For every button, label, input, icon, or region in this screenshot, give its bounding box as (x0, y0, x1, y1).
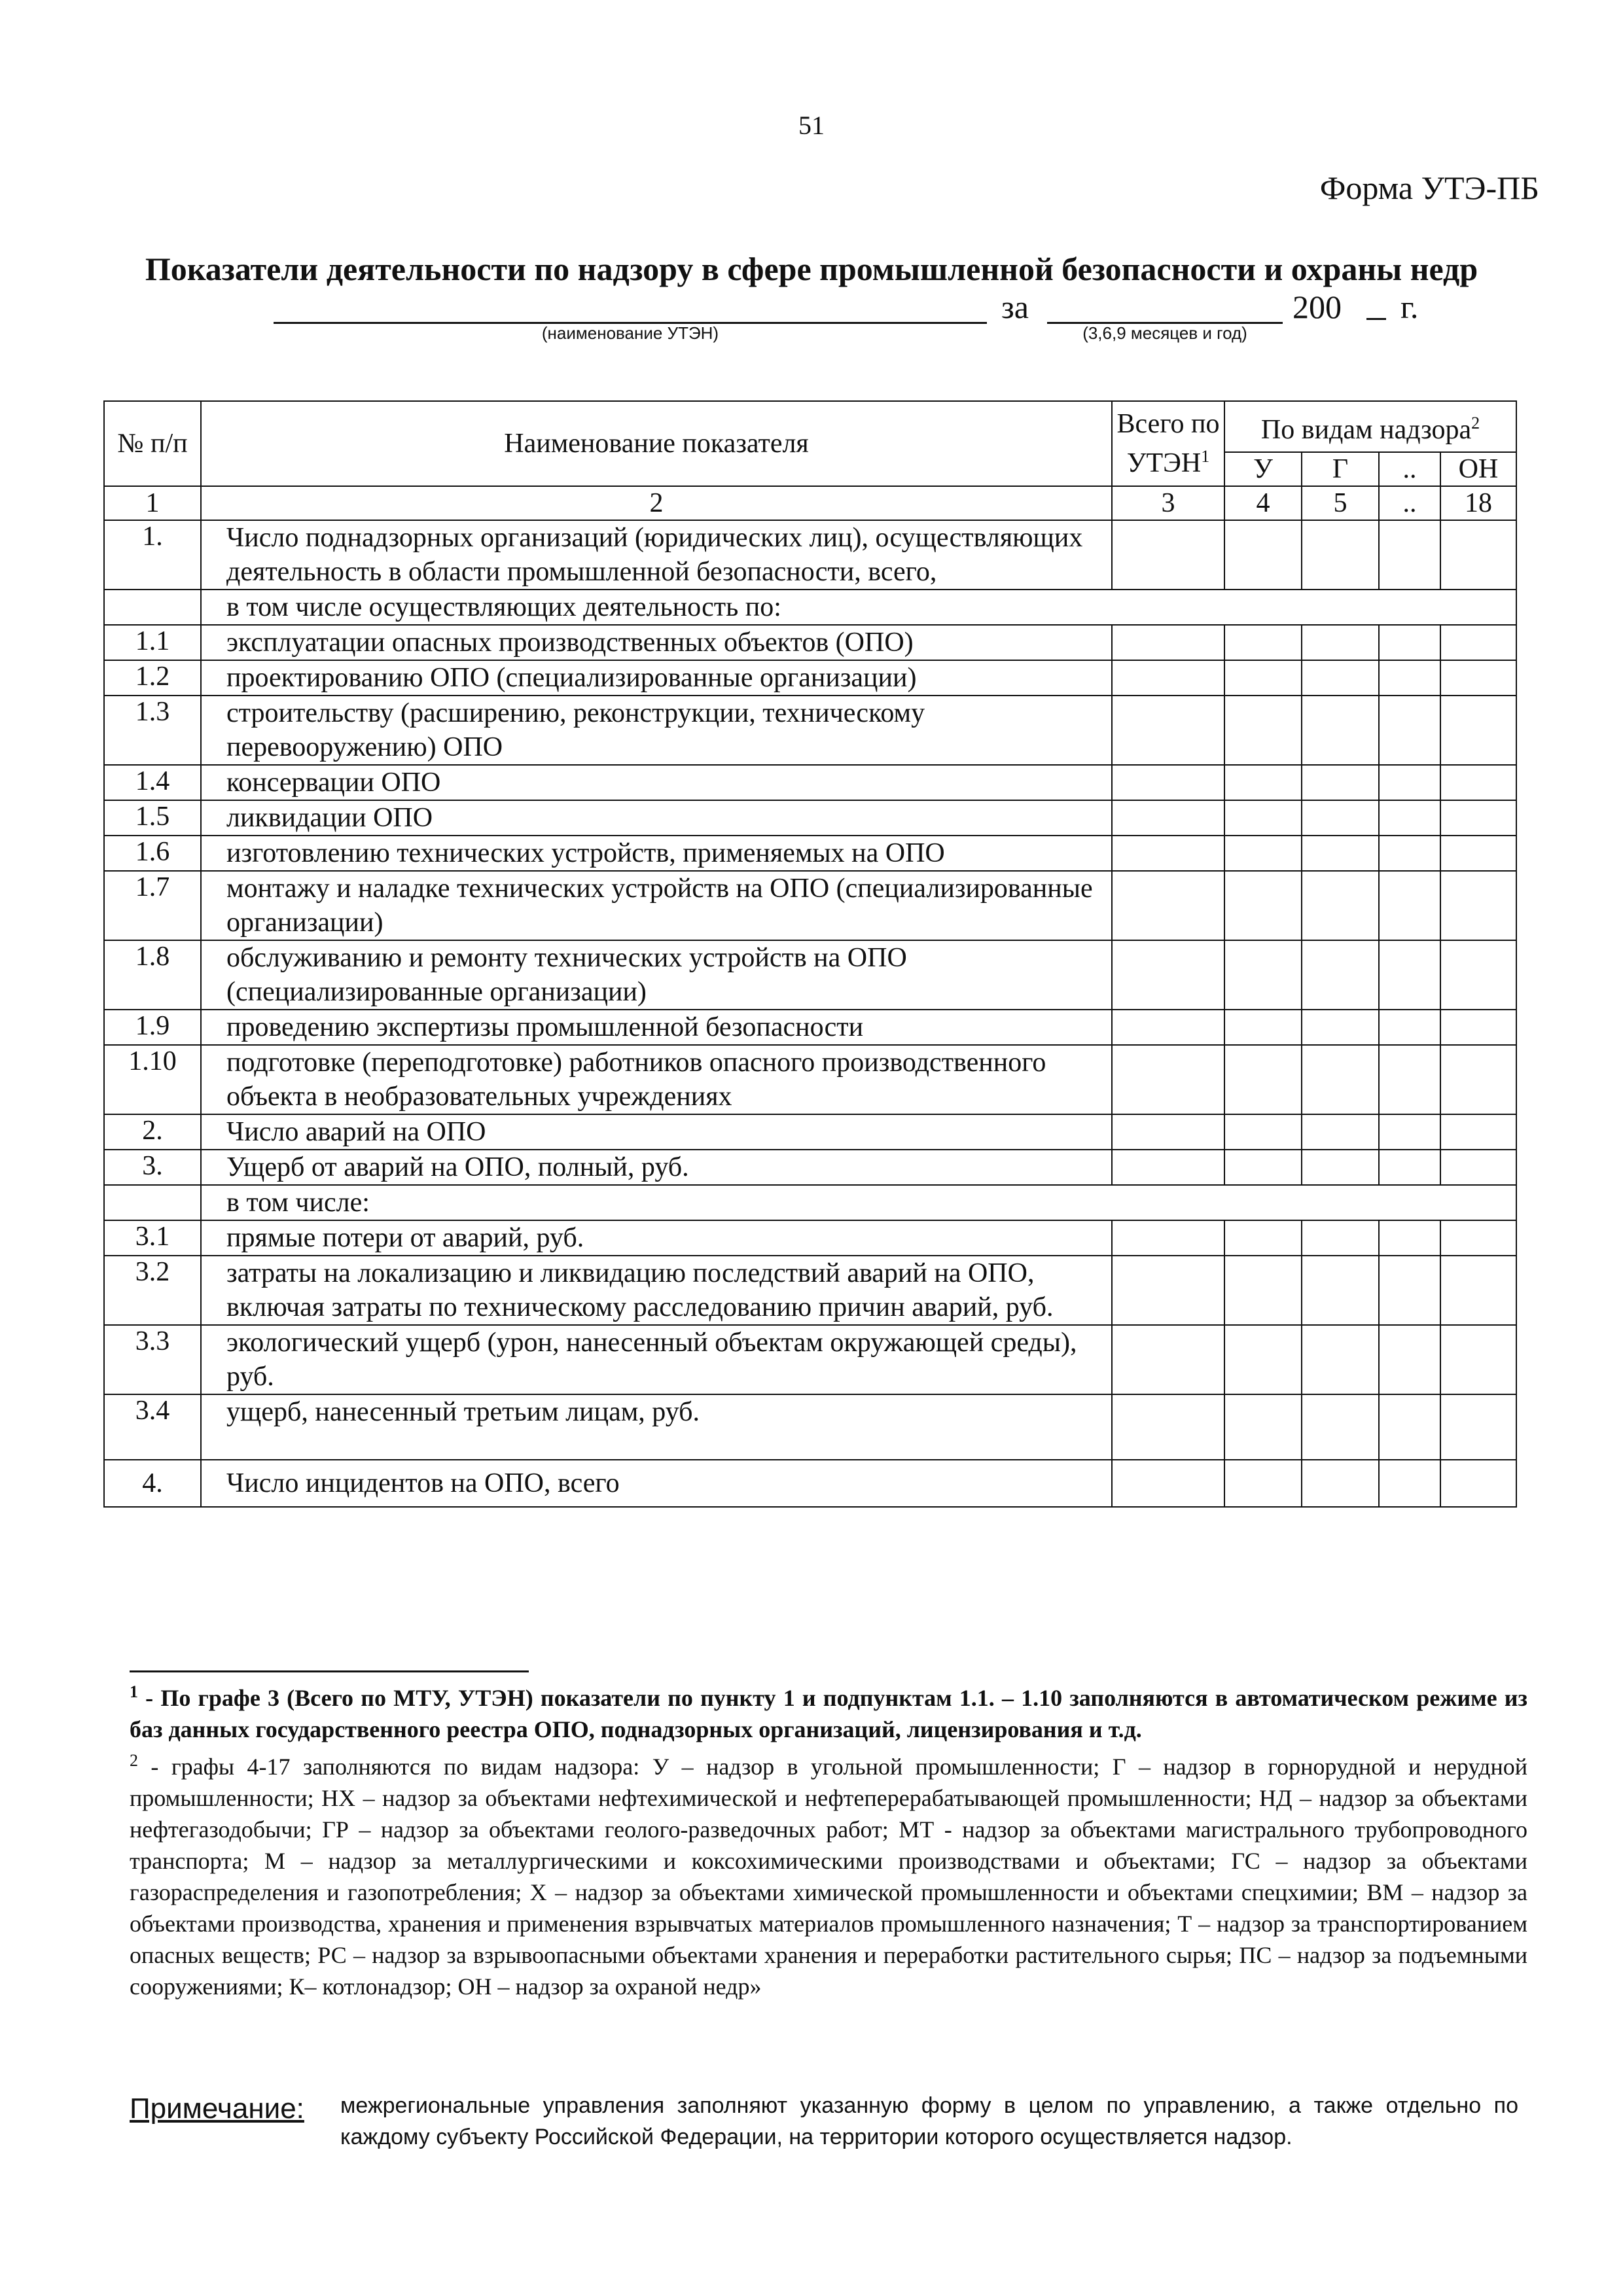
row-name: подготовке (переподготовке) работников опасного производственного объекта в необразовательных учреждениях (201, 1045, 1112, 1114)
value-cell[interactable] (1379, 1394, 1440, 1460)
value-cell[interactable] (1112, 871, 1224, 940)
value-cell[interactable] (1112, 836, 1224, 871)
table-row (104, 1220, 1516, 1256)
value-cell[interactable] (1379, 520, 1440, 590)
year-blank[interactable] (1366, 318, 1386, 320)
value-cell[interactable] (1224, 1045, 1302, 1114)
table-body (104, 520, 1516, 1507)
value-cell[interactable] (1112, 696, 1224, 765)
column-numbers-row (104, 486, 1516, 520)
value-cell[interactable] (1379, 1114, 1440, 1150)
header-total-sup: 1 (1201, 447, 1210, 466)
value-cell[interactable] (1112, 1325, 1224, 1394)
period-hint: (3,6,9 месяцев и год) (1082, 323, 1247, 343)
value-cell[interactable] (1440, 1325, 1516, 1394)
header-by-type (1224, 401, 1516, 452)
row-name: ущерб, нанесенный третьим лицам, руб. (201, 1394, 1112, 1460)
value-cell[interactable] (1224, 1010, 1302, 1045)
value-cell[interactable] (1302, 1460, 1379, 1507)
value-cell[interactable] (1379, 1325, 1440, 1394)
value-cell[interactable] (1302, 765, 1379, 800)
value-cell[interactable] (1379, 836, 1440, 871)
value-cell[interactable] (1440, 625, 1516, 660)
value-cell[interactable] (1379, 940, 1440, 1010)
value-cell[interactable] (1224, 696, 1302, 765)
table-row (104, 1460, 1516, 1507)
footnotes (130, 1676, 1527, 2002)
value-cell[interactable] (1302, 520, 1379, 590)
value-cell[interactable] (1224, 765, 1302, 800)
row-number: 3.1 (104, 1220, 201, 1256)
value-cell[interactable] (1224, 660, 1302, 696)
value-cell[interactable] (1440, 660, 1516, 696)
value-cell[interactable] (1112, 1045, 1224, 1114)
row-name: Число аварий на ОПО (201, 1114, 1112, 1150)
value-cell[interactable] (1440, 800, 1516, 836)
row-name: изготовлению технических устройств, применяемых на ОПО (201, 836, 1112, 871)
note-label: Примечание: (130, 2093, 304, 2125)
header-sub-on: ОН (1440, 452, 1516, 486)
row-name: экологический ущерб (урон, нанесенный объектам окружающей среды), руб. (201, 1325, 1112, 1394)
value-cell[interactable] (1379, 765, 1440, 800)
table-row (104, 836, 1516, 871)
value-cell[interactable] (1112, 1460, 1224, 1507)
column-number: 3 (1112, 486, 1224, 520)
value-cell[interactable] (1224, 1150, 1302, 1185)
row-name: проведению экспертизы промышленной безопасности (201, 1010, 1112, 1045)
value-cell[interactable] (1440, 1220, 1516, 1256)
table-row (104, 800, 1516, 836)
table-row (104, 1325, 1516, 1394)
column-number: 2 (201, 486, 1112, 520)
row-name: в том числе осуществляющих деятельность по: (201, 590, 1516, 625)
value-cell[interactable] (1224, 800, 1302, 836)
value-cell[interactable] (1302, 800, 1379, 836)
value-cell[interactable] (1440, 940, 1516, 1010)
year-suffix: г. (1400, 289, 1419, 325)
row-number: 1.3 (104, 696, 201, 765)
row-number: 2. (104, 1114, 201, 1150)
value-cell[interactable] (1224, 836, 1302, 871)
value-cell[interactable] (1112, 1114, 1224, 1150)
header-num: № п/п (104, 401, 201, 486)
value-cell[interactable] (1224, 940, 1302, 1010)
value-cell[interactable] (1440, 520, 1516, 590)
header-sub-u: У (1224, 452, 1302, 486)
header-sub-g: Г (1302, 452, 1379, 486)
utn-name-hint: (наименование УТЭН) (541, 323, 719, 343)
table-row (104, 660, 1516, 696)
value-cell[interactable] (1379, 1010, 1440, 1045)
za-label: за (1001, 289, 1029, 325)
value-cell[interactable] (1112, 1220, 1224, 1256)
value-cell[interactable] (1112, 1394, 1224, 1460)
value-cell[interactable] (1379, 660, 1440, 696)
value-cell[interactable] (1112, 625, 1224, 660)
table-row (104, 765, 1516, 800)
header-total-line1: Всего по (1116, 409, 1220, 439)
footnote-1-mark: 1 (130, 1682, 138, 1701)
value-cell[interactable] (1302, 1220, 1379, 1256)
row-number (104, 590, 201, 625)
document-title: Показатели деятельности по надзору в сфере промышленной безопасности и охраны недр (145, 251, 1478, 287)
row-number: 4. (104, 1460, 201, 1507)
row-name: Число поднадзорных организаций (юридических лиц), осуществляющих деятельность в области промышленной безопасности, всего, (201, 520, 1112, 590)
row-name: эксплуатации опасных производственных объектов (ОПО) (201, 625, 1112, 660)
value-cell[interactable] (1379, 1045, 1440, 1114)
value-cell[interactable] (1112, 520, 1224, 590)
value-cell[interactable] (1224, 520, 1302, 590)
row-name: затраты на локализацию и ликвидацию последствий аварий на ОПО, включая затраты по техническому расследованию причин аварий, руб. (201, 1256, 1112, 1325)
row-number: 1.6 (104, 836, 201, 871)
value-cell[interactable] (1302, 940, 1379, 1010)
note-text: межрегиональные управления заполняют указанную форму в целом по управлению, а также отдельно по каждому субъекту Российской Федерации, на территории которого осуществляется надзор. (340, 2093, 1518, 2149)
value-cell[interactable] (1440, 1394, 1516, 1460)
row-number: 1.7 (104, 871, 201, 940)
value-cell[interactable] (1302, 660, 1379, 696)
value-cell[interactable] (1440, 1460, 1516, 1507)
value-cell[interactable] (1224, 1325, 1302, 1394)
value-cell[interactable] (1302, 1256, 1379, 1325)
value-cell[interactable] (1112, 800, 1224, 836)
row-number: 1.4 (104, 765, 201, 800)
row-name: обслуживанию и ремонту технических устройств на ОПО (специализированные организации) (201, 940, 1112, 1010)
indicators-table (103, 400, 1517, 1508)
footnote-divider (130, 1670, 529, 1672)
table-row (104, 1256, 1516, 1325)
value-cell[interactable] (1379, 1150, 1440, 1185)
footnote-2-text: - графы 4-17 заполняются по видам надзора: У – надзор в угольной промышленности; Г – надзор в горнорудной и нерудной промышленности; НХ – надзор за объектами нефтехимической и нефтеперерабатывающей промышленности; НД – надзор за объектами нефтегазодобычи; ГР – надзор за объектами геолого-разведочных работ; МТ - надзор за объектами магистрального трубопроводного транспорта; М – надзор за металлургическими и коксохимическими производствами и объектами; ГС – надзор за объектами газораспределения и газопотребления; Х – надзор за объектами химической промышленности и объектами спецхимии; ВМ – надзор за объектами производства, хранения и применения взрывчатых материалов промышленного назначения; Т – надзор за транспортированием опасных веществ; РС – надзор за взрывоопасными объектами хранения и переработки растительного сырья; ПС – надзор за подъемными сооружениями; К– котлонадзор; ОН – надзор за охраной недр» (130, 1754, 1527, 2000)
table-row (104, 520, 1516, 590)
year-prefix: 200 (1293, 289, 1342, 325)
row-name: ликвидации ОПО (201, 800, 1112, 836)
value-cell[interactable] (1112, 660, 1224, 696)
table-row (104, 1045, 1516, 1114)
value-cell[interactable] (1440, 1114, 1516, 1150)
value-cell[interactable] (1379, 1256, 1440, 1325)
table-row (104, 625, 1516, 660)
value-cell[interactable] (1224, 1114, 1302, 1150)
value-cell[interactable] (1224, 1394, 1302, 1460)
value-cell[interactable] (1302, 1150, 1379, 1185)
header-by-type-sup: 2 (1471, 414, 1480, 433)
row-number: 1.10 (104, 1045, 201, 1114)
footnote-2 (130, 1745, 1527, 2002)
table-row (104, 1185, 1516, 1220)
header-by-type-label: По видам надзора (1260, 415, 1472, 445)
value-cell[interactable] (1379, 625, 1440, 660)
footnote-1 (130, 1676, 1527, 1745)
value-cell[interactable] (1302, 1325, 1379, 1394)
row-number: 1.8 (104, 940, 201, 1010)
value-cell[interactable] (1302, 625, 1379, 660)
value-cell[interactable] (1379, 696, 1440, 765)
row-name: монтажу и наладке технических устройств на ОПО (специализированные организации) (201, 871, 1112, 940)
value-cell[interactable] (1440, 871, 1516, 940)
header-sub-ellipsis: .. (1379, 452, 1440, 486)
row-number: 1.2 (104, 660, 201, 696)
row-number: 1. (104, 520, 201, 590)
column-number: .. (1379, 486, 1440, 520)
column-number: 5 (1302, 486, 1379, 520)
row-name: проектированию ОПО (специализированные организации) (201, 660, 1112, 696)
table-row (104, 871, 1516, 940)
value-cell[interactable] (1112, 1150, 1224, 1185)
value-cell[interactable] (1224, 1256, 1302, 1325)
column-number: 4 (1224, 486, 1302, 520)
value-cell[interactable] (1224, 1220, 1302, 1256)
value-cell[interactable] (1379, 1460, 1440, 1507)
table-row (104, 1010, 1516, 1045)
row-name: прямые потери от аварий, руб. (201, 1220, 1112, 1256)
table-row (104, 1114, 1516, 1150)
form-code: Форма УТЭ-ПБ (1319, 169, 1539, 206)
value-cell[interactable] (1302, 1114, 1379, 1150)
value-cell[interactable] (1302, 1010, 1379, 1045)
value-cell[interactable] (1379, 871, 1440, 940)
row-number: 1.9 (104, 1010, 201, 1045)
value-cell[interactable] (1302, 1394, 1379, 1460)
table-row (104, 1394, 1516, 1460)
value-cell[interactable] (1112, 1256, 1224, 1325)
value-cell[interactable] (1302, 696, 1379, 765)
value-cell[interactable] (1224, 1460, 1302, 1507)
value-cell[interactable] (1440, 1010, 1516, 1045)
value-cell[interactable] (1440, 765, 1516, 800)
value-cell[interactable] (1440, 1150, 1516, 1185)
value-cell[interactable] (1379, 1220, 1440, 1256)
value-cell[interactable] (1112, 1010, 1224, 1045)
value-cell[interactable] (1379, 800, 1440, 836)
row-name: строительству (расширению, реконструкции, техническому перевооружению) ОПО (201, 696, 1112, 765)
value-cell[interactable] (1440, 836, 1516, 871)
value-cell[interactable] (1224, 871, 1302, 940)
column-number: 1 (104, 486, 201, 520)
row-number: 1.1 (104, 625, 201, 660)
row-number: 3.3 (104, 1325, 201, 1394)
row-number: 1.5 (104, 800, 201, 836)
value-cell[interactable] (1302, 1045, 1379, 1114)
header-total (1112, 401, 1224, 486)
value-cell[interactable] (1224, 625, 1302, 660)
value-cell[interactable] (1112, 765, 1224, 800)
value-cell[interactable] (1112, 940, 1224, 1010)
value-cell[interactable] (1440, 696, 1516, 765)
row-number: 3. (104, 1150, 201, 1185)
table-row (104, 696, 1516, 765)
row-number: 3.4 (104, 1394, 201, 1460)
row-name: Ущерб от аварий на ОПО, полный, руб. (201, 1150, 1112, 1185)
table-row (104, 590, 1516, 625)
footnote-2-mark: 2 (130, 1751, 138, 1770)
table-row (104, 1150, 1516, 1185)
header-name: Наименование показателя (201, 401, 1112, 486)
row-name: в том числе: (201, 1185, 1516, 1220)
table-row (104, 940, 1516, 1010)
row-name: консервации ОПО (201, 765, 1112, 800)
value-cell[interactable] (1302, 836, 1379, 871)
value-cell[interactable] (1440, 1256, 1516, 1325)
header-total-line2: УТЭН (1126, 448, 1202, 478)
row-number: 3.2 (104, 1256, 201, 1325)
value-cell[interactable] (1440, 1045, 1516, 1114)
column-number: 18 (1440, 486, 1516, 520)
row-number (104, 1185, 201, 1220)
page-number: 51 (798, 111, 825, 140)
row-name: Число инцидентов на ОПО, всего (201, 1460, 1112, 1507)
value-cell[interactable] (1302, 871, 1379, 940)
footnote-1-text: - По графе 3 (Всего по МТУ, УТЭН) показатели по пункту 1 и подпунктам 1.1. – 1.10 заполняются в автоматическом режиме из баз данных государственного реестра ОПО, поднадзорных организаций, лицензирования и т.д. (130, 1685, 1527, 1742)
